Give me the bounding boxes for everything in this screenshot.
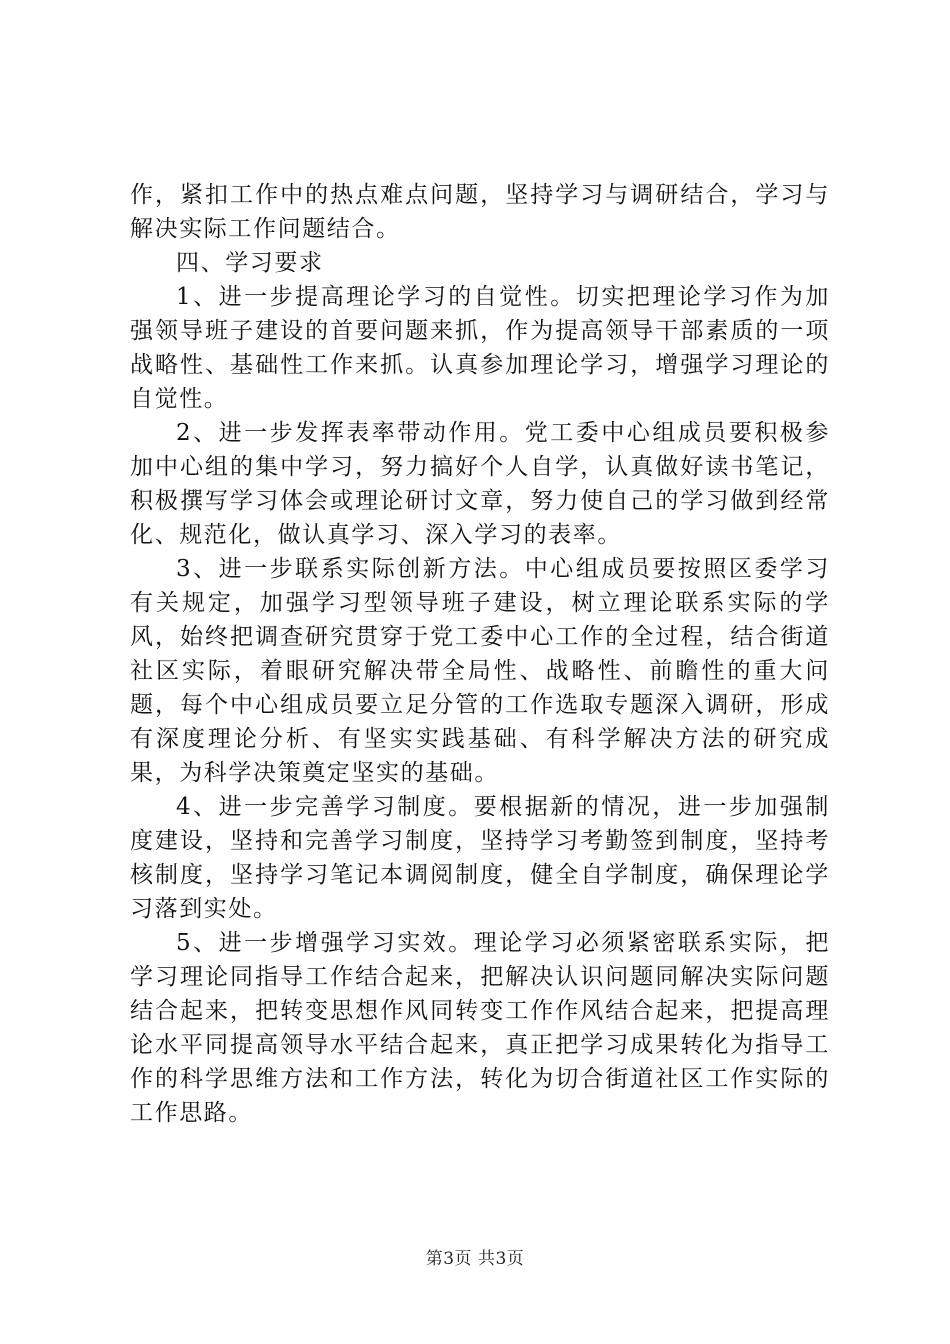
paragraph-item-2: 2、进一步发挥表率带动作用。党工委中心组成员要积极参加中心组的集中学习，努力搞好个人自学，认真做好读书笔记，积极撰写学习体会或理论研讨文章，努力使自己的学习做到经常化、规范化，做认真学习、深入学习的表率。 [130,420,830,548]
paragraph-item-5: 5、进一步增强学习实效。理论学习必须紧密联系实际，把学习理论同指导工作结合起来，把解决认识问题同解决实际问题结合起来，把转变思想作风同转变工作作风结合起来，把提高理论水平同提高领导水平结合起来，真正把学习成果转化为指导工作的科学思维方法和工作方法，转化为切合街道社区工作实际的工作思路。 [130,930,830,1126]
paragraph-item-3: 3、进一步联系实际创新方法。中心组成员要按照区委学习有关规定，加强学习型领导班子建设，树立理论联系实际的学风，始终把调查研究贯穿于党工委中心工作的全过程，结合街道社区实际，着眼研究解决带全局性、战略性、前瞻性的重大问题，每个中心组成员要立足分管的工作选取专题深入调研，形成有深度理论分析、有坚实实践基础、有科学解决方法的研究成果，为科学决策奠定坚实的基础。 [130,556,830,786]
paragraph-continuation: 作，紧扣工作中的热点难点问题，坚持学习与调研结合，学习与解决实际工作问题结合。 [130,182,830,242]
body-text [130,178,830,1130]
paragraph-item-4: 4、进一步完善学习制度。要根据新的情况，进一步加强制度建设，坚持和完善学习制度，坚持学习考勤签到制度，坚持考核制度，坚持学习笔记本调阅制度，健全自学制度，确保理论学习落到实处。 [130,794,830,922]
section-heading-requirements: 四、学习要求 [176,250,324,276]
page-number-footer: 第3页 共3页 [425,1249,525,1269]
paragraph-item-1: 1、进一步提高理论学习的自觉性。切实把理论学习作为加强领导班子建设的首要问题来抓，作为提高领导干部素质的一项战略性、基础性工作来抓。认真参加理论学习，增强学习理论的自觉性。 [130,284,830,412]
